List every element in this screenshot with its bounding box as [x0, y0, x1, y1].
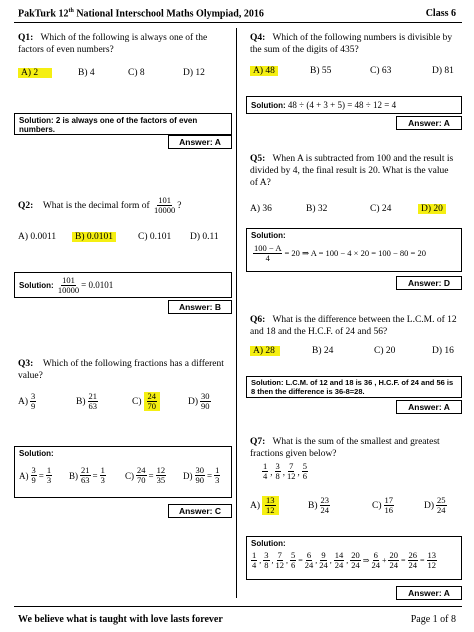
question-3: Q3: Which of the following fractions has a different value?	[18, 359, 224, 381]
q3-answer: Answer: C	[168, 504, 232, 518]
q6-option-b: B) 24	[312, 346, 334, 356]
question-2: Q2: What is the decimal form of $\frac{101}{10000}$ ?	[18, 195, 182, 215]
q7-option-a: A) $\frac{13}{12}$	[250, 496, 308, 515]
page-header-title: PakTurk 12th National Interschool Maths Olympiad, 2016	[18, 8, 264, 20]
q3-solution	[14, 446, 232, 498]
q3-option-d: D) $\frac{30}{90}$	[188, 391, 210, 411]
page-number: Page 1 of 8	[410, 614, 456, 625]
class-label: Class 6	[425, 8, 456, 19]
question-6: Q6: What is the difference between the L.C.M. of 12 and 18 and the H.C.F. of 24 and 56?	[250, 315, 457, 337]
q5-answer: Answer: D	[396, 276, 462, 290]
q6-solution: Solution: L.C.M. of 12 and 18 is 36 , H.C.F. of 24 and 56 is 8 then the difference is 36-8=28.	[246, 376, 462, 398]
q5-solution	[246, 228, 462, 272]
q1-option-c: C) 8	[128, 68, 145, 78]
q2-option-b: B) 0.0101	[72, 232, 116, 242]
q3-solution-label: Solution:	[19, 449, 54, 458]
q6-option-c: C) 20	[374, 346, 396, 356]
q5-option-a: A) 36	[250, 204, 272, 214]
q4-option-a: A) 48	[250, 66, 278, 76]
q6-option-a: A) 28	[250, 346, 280, 356]
q1-options	[18, 68, 230, 78]
q2-option-c: C) 0.101	[138, 232, 172, 242]
question-7: Q7: What is the sum of the smallest and greatest fractions given below?	[250, 437, 440, 459]
q5-option-d: D) 20	[418, 204, 446, 214]
question-5: Q5: When A is subtracted from 100 and the result is divided by 4, the final result is 20. What is the value of A?	[250, 154, 454, 188]
q6-options	[250, 346, 454, 356]
footer-motto: We believe what is taught with love lasts forever	[18, 614, 223, 625]
q2-answer: Answer: B	[168, 300, 232, 314]
q5-solution-label: Solution:	[251, 231, 286, 240]
q1-answer: Answer: A	[168, 135, 232, 149]
q7-solution	[246, 536, 462, 580]
q3-option-c: C) $\frac{24}{70}$	[132, 392, 188, 411]
footer-rule	[14, 606, 462, 607]
column-divider	[236, 28, 237, 598]
q5-solution-math: $\frac{100 - A}{4}$ = 20 ⇒ A = 100 − 4 × 20 = 100 − 80 = 20	[254, 243, 426, 263]
q6-answer: Answer: A	[396, 400, 462, 414]
q7-option-c: C) $\frac{17}{16}$	[372, 495, 393, 515]
q2-options	[18, 232, 219, 242]
q1-option-a: A) 2	[18, 68, 52, 78]
q5-option-b: B) 32	[306, 204, 328, 214]
q7-answer: Answer: A	[396, 586, 462, 600]
q3-option-a: A) $\frac{3}{9}$	[18, 391, 36, 411]
q5-option-c: C) 24	[370, 204, 392, 214]
question-1: Q1: Which of the following is always one of the factors of even numbers?	[18, 33, 208, 55]
q7-fractions: $\frac{1}{4}$ , $\frac{3}{8}$ , $\frac{7}{12}$ , $\frac{5}{6}$	[263, 461, 307, 481]
q1-solution: Solution: 2 is always one of the factors of even numbers.	[14, 113, 232, 135]
q4-options	[250, 66, 454, 76]
q7-solution-math: $\frac{1}{4}$ , $\frac{3}{8}$ , $\frac{7}{12}$ , $\frac{5}{6}$ = $\frac{6}{24}$ , $\frac{9}{24}$ , $\frac{14}{24}$ , $\frac{20}{24}$ ⇒ $\frac{6}{24}$ + $\frac{20}{24}$ = $\frac{26}{24}$ = $\frac{13}{12}$	[252, 550, 437, 570]
q3-options	[18, 392, 213, 411]
question-4: Q4: Which of the following numbers is divisible by the sum of the digits of 435?	[250, 33, 453, 55]
q2-option-a: A) 0.0011	[18, 232, 57, 242]
q7-option-b: B) $\frac{23}{24}$	[308, 495, 329, 515]
q3-solution-math: A) $\frac{3}{9}$ = $\frac{1}{3}$ B) $\frac{21}{63}$ = $\frac{1}{3}$ C) $\frac{24}{70}$ = $\frac{12}{35}$ D) $\frac{30}{90}$ = $\frac{1}{3}$	[19, 465, 220, 485]
q4-answer: Answer: A	[396, 116, 462, 130]
q5-options	[250, 204, 446, 214]
q6-option-d: D) 16	[432, 346, 454, 356]
q1-option-d: D) 12	[183, 68, 205, 78]
q3-option-b: B) $\frac{21}{63}$	[76, 391, 97, 411]
q2-solution: Solution: $\frac{101}{10000}$ = 0.0101	[14, 272, 232, 298]
q7-options	[250, 496, 449, 515]
q2-option-d: D) 0.11	[190, 232, 219, 242]
q4-option-c: C) 63	[370, 66, 392, 76]
q1-option-b: B) 4	[78, 68, 95, 78]
q4-option-b: B) 55	[310, 66, 332, 76]
q7-option-d: D) $\frac{25}{24}$	[424, 495, 446, 515]
q4-solution: Solution: 48 ÷ (4 + 3 + 5) = 48 ÷ 12 = 4	[246, 96, 462, 114]
header-rule	[14, 22, 462, 23]
q4-option-d: D) 81	[432, 66, 454, 76]
q7-solution-label: Solution:	[251, 539, 286, 548]
